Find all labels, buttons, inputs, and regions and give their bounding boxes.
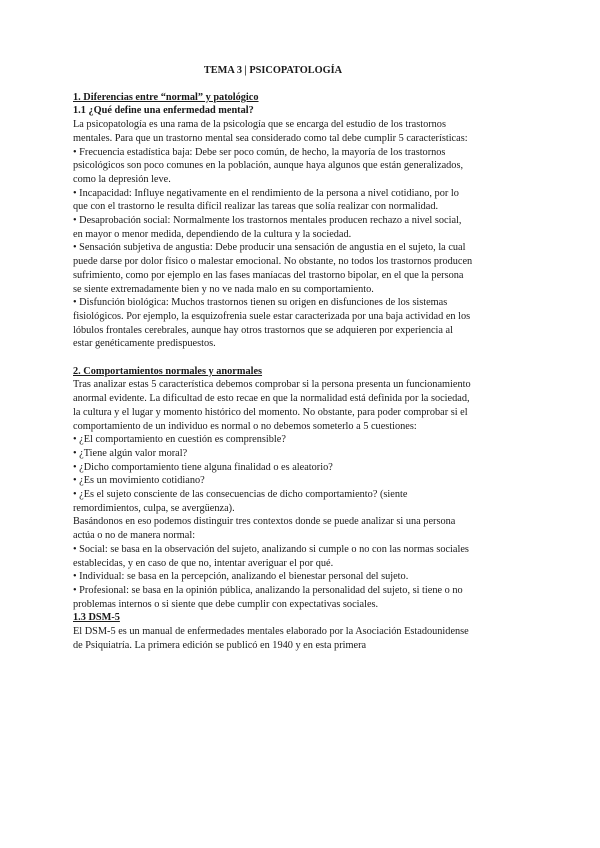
question-item: • ¿Tiene algún valor moral?: [73, 447, 188, 459]
contexts-intro: Basándonos en eso podemos distinguir tres contextos donde se puede analizar si una persona actúa o no de manera normal:: [73, 516, 456, 542]
section-2-heading: 2. Comportamientos normales y anormales: [73, 365, 263, 377]
list-item: • Sensación subjetiva de angustia: Debe producir una sensación de angustia en el sujeto, la cual puede darse por dolor físico o malestar emocional. No obstante, no todos los trastornos producen sufrimiento, como por ejemplo en las fases maníacas del trastorno bipolar, en el que la persona se siente extremadamente bien y no ve nada malo en su comportamiento.: [73, 242, 473, 295]
list-item: • Incapacidad: Influye negativamente en el rendimiento de la persona a nivel cotidiano, por lo que con el trastorno le resulta difícil realizar las tareas que solía realizar con normalidad.: [73, 187, 459, 213]
question-item: • ¿Dicho comportamiento tiene alguna finalidad o es aleatorio?: [73, 461, 333, 473]
document-title: TEMA 3 | PSICOPATOLOGÍA: [203, 65, 343, 76]
context-item: • Individual: se basa en la percepción, analizando el bienestar personal del sujeto.: [73, 571, 409, 583]
section-1-intro: La psicopatología es una rama de la psicología que se encarga del estudio de los trastornos mentales. Para que un trastorno mental sea considerado como tal debe cumplir 5 características:: [73, 119, 468, 144]
section-1-heading: 1. Diferencias entre “normal” y patológico: [73, 91, 259, 103]
list-item: • Frecuencia estadística baja: Debe ser poco común, de hecho, la mayoría de los trastornos psicológicos son poco comunes en la población, aunque haya algunos que están generalizados, como la depresión leve.: [73, 146, 464, 185]
question-item: • ¿Es el sujeto consciente de las consecuencias de dicho comportamiento? (siente remordimientos, culpa, se avergüenza).: [73, 489, 408, 514]
question-item: • ¿El comportamiento en cuestión es comprensible?: [73, 434, 286, 446]
section-1-1-heading: 1.1 ¿Qué define una enfermedad mental?: [73, 105, 254, 117]
document-page: [73, 64, 473, 653]
section-1-3-heading: 1.3 DSM-5: [73, 612, 120, 624]
section-2-intro: Tras analizar estas 5 característica debemos comprobar si la persona presenta un funcionamiento anormal evidente. La dificultad de esto recae en que la normalidad está definida por la sociedad, la cultura y el lugar y momento histórico del momento. No obstante, para poder comprobar si el comportamiento de un individuo es normal o no debemos someterlo a 5 cuestiones:: [73, 379, 471, 432]
list-item: • Disfunción biológica: Muchos trastornos tienen su origen en disfunciones de los sistemas fisiológicos. Por ejemplo, la esquizofrenia suele estar caracterizada por una baja actividad en los lóbulos frontales cerebrales, aunque hay otros trastornos que se adquieren por experiencia al estar genéticamente predispuestos.: [73, 297, 471, 350]
question-item: • ¿Es un movimiento cotidiano?: [73, 475, 205, 487]
context-item: • Social: se basa en la observación del sujeto, analizando si cumple o no con las normas sociales establecidas, y en caso de que no, intentar averiguar el por qué.: [73, 543, 469, 569]
context-item: • Profesional: se basa en la opinión pública, analizando la personalidad del sujeto, si tiene o no problemas internos o si siente que debe cumplir con expectativas sociales.: [73, 585, 463, 610]
section-1-3-text: El DSM-5 es un manual de enfermedades mentales elaborado por la Asociación Estadounidense de Psiquiatría. La primera edición se publicó en 1940 y en esta primera: [73, 626, 469, 651]
list-item: • Desaprobación social: Normalmente los trastornos mentales producen rechazo a nivel social, en mayor o menor medida, dependiendo de la cultura y la sociedad.: [73, 215, 462, 240]
